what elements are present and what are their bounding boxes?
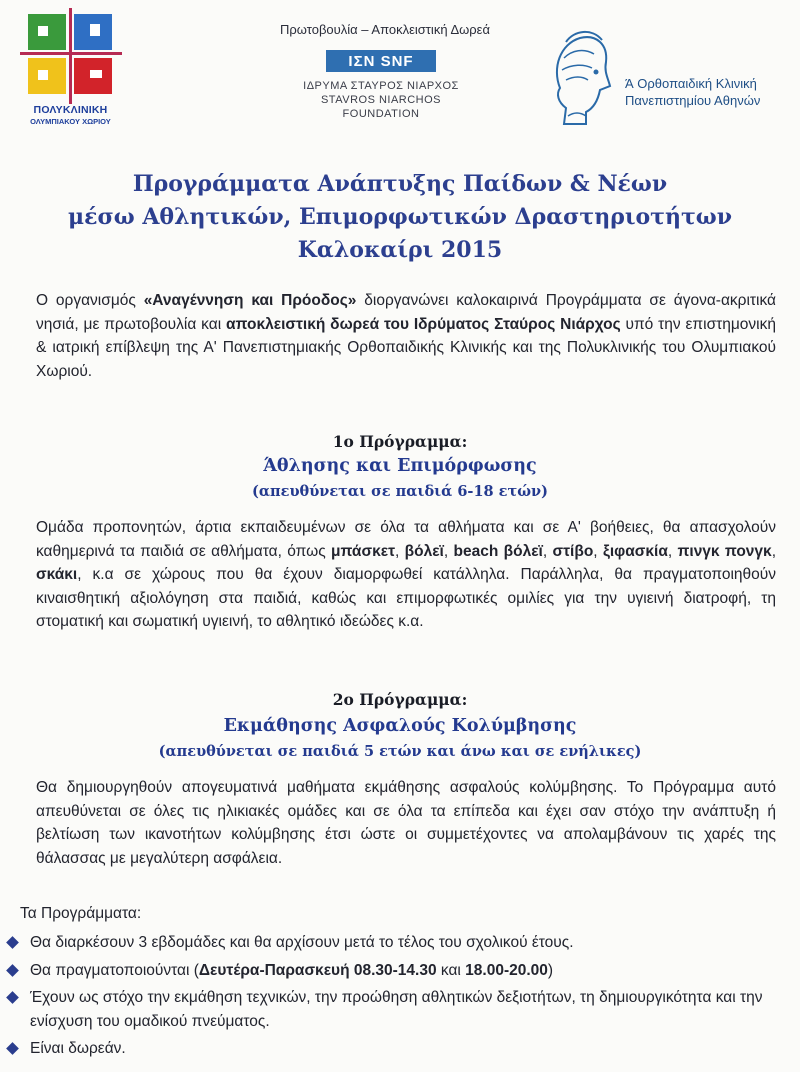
polyclinic-subname: ΟΛΥΜΠΙΑΚΟΥ ΧΩΡΙΟΥ — [30, 117, 111, 126]
sep-3: , — [542, 542, 553, 560]
intro-paragraph — [36, 289, 776, 383]
programs-heading: Τα Προγράμματα: — [20, 905, 142, 922]
sep-1: , — [394, 542, 405, 560]
program2-paragraph: Θα δημιουργηθούν απογευματινά μαθήματα εκμάθησης ασφαλούς κολύμβησης. Το Πρόγραμμα αυτό απευθύνεται σε όλες τις ηλικιακές ομάδες και σε όλα τα επίπεδα και έχει σαν στόχο την ανάπτυξη ή βελτίωση των ικανοτήτων κολύμβησης έτσι ώστε οι συμμετέχοντες να απολαμβάνουν τις χαρές της θάλασσας με μεγαλύτερη ασφάλεια. — [36, 779, 776, 867]
program1-paragraph — [36, 516, 776, 634]
title-line1: Προγράμματα Ανάπτυξης Παίδων & Νέων — [132, 171, 668, 197]
list-item — [6, 959, 786, 983]
program1-text-2: , κ.α σε χώρους που θα έχουν διαμορφωθεί κατάλληλα. Παράλληλα, θα πραγματοποιηθούν κιναισθητική αξιολόγηση στα παιδιά, καθώς και επιμορφωτικές ομιλίες για την υγιεινή διατροφή, τη στοματική και σωματική υγιεινή, το αθλητικό ιδεώδες κ.α. — [36, 566, 776, 630]
bullet-text: και — [436, 961, 466, 979]
bullet-diamond-icon — [6, 936, 19, 949]
intro-text-2: διοργανώνει καλοκαιρινά Προγράμματα σε άγονα-ακριτικά νησιά, με πρωτοβουλία και — [36, 292, 777, 333]
sep-6: , — [771, 542, 777, 560]
intro-text-1: Ο οργανισμός — [36, 292, 144, 309]
schedule-days: Δευτέρα-Παρασκευή 08.30-14.30 — [198, 961, 437, 979]
snf-logo: ΙΣΝ SNF — [326, 50, 436, 72]
clinic-line1: Ά Ορθοπαιδική Κλινική — [625, 76, 757, 91]
snf-line3: FOUNDATION — [342, 108, 420, 120]
sport-chess: σκάκι — [36, 566, 78, 583]
program1-name: Άθλησης και Επιμόρφωσης — [263, 456, 537, 476]
programs-list — [6, 931, 786, 1065]
intro-donation: αποκλειστική δωρεά του Ιδρύματος Σταύρος Νιάρχος — [226, 315, 621, 333]
program1-audience: (απευθύνεται σε παιδιά 6-18 ετών) — [252, 483, 548, 500]
list-item — [6, 986, 786, 1033]
bullet-diamond-icon — [6, 1042, 19, 1055]
program2-audience: (απευθύνεται σε παιδιά 5 ετών και άνω και σε ενήλικες) — [158, 743, 642, 760]
sep-5: , — [667, 542, 678, 560]
bullet-text: Θα διαρκέσουν 3 εβδομάδες και θα αρχίσουν μετά το τέλος του σχολικού έτους. — [30, 934, 574, 951]
bullet-diamond-icon — [6, 964, 19, 977]
sport-ping-pong: πινγκ πονγκ — [677, 542, 772, 560]
sep-4: , — [593, 542, 603, 560]
intro-text-3: υπό την επιστημονική & ιατρική επίβλεψη της Α' Πανεπιστημιακής Ορθοπαιδικής Κλινικής και της Πολυκλινικής του Ολυμπιακού Χωριού. — [36, 315, 776, 380]
polyclinic-name: ΠΟΛΥΚΛΙΝΙΚΗ — [33, 104, 108, 116]
bullet-text: Έχουν ως στόχο την εκμάθηση τεχνικών, την προώθηση αθλητικών δεξιοτήτων, τη δημιουργικότητα και την ενίσχυση του ομαδικού πνεύματος. — [30, 989, 763, 1030]
bullet-text: ) — [547, 961, 554, 979]
clinic-line2: Πανεπιστημίου Αθηνών — [625, 93, 761, 108]
bullet-text: Θα πραγματοποιούνται ( — [30, 961, 199, 979]
sep-2: , — [443, 542, 454, 560]
sport-basketball: μπάσκετ — [331, 542, 395, 560]
page-title — [0, 168, 800, 267]
program2-name: Εκμάθησης Ασφαλούς Κολύμβησης — [223, 716, 577, 736]
sport-volleyball: βόλεϊ — [404, 542, 444, 560]
bullet-diamond-icon — [6, 991, 19, 1004]
list-item — [6, 1037, 786, 1061]
sport-track: στίβο — [552, 542, 594, 560]
snf-initiative: Πρωτοβουλία – Αποκλειστική Δωρεά — [280, 22, 490, 37]
sport-fencing: ξιφασκία — [602, 542, 668, 560]
bullet-text: Είναι δωρεάν. — [30, 1040, 126, 1057]
program2-number: 2ο Πρόγραμμα: — [332, 690, 468, 709]
header — [0, 0, 800, 135]
sport-beach-volleyball: beach βόλεϊ — [453, 542, 543, 560]
athena-head-icon — [546, 28, 616, 128]
polyclinic-logo — [18, 8, 123, 128]
snf-line1: ΙΔΡΥΜΑ ΣΤΑΥΡΟΣ ΝΙΑΡΧΟΣ — [303, 80, 459, 92]
clinic-name — [625, 75, 795, 109]
schedule-evening: 18.00-20.00 — [465, 961, 548, 979]
snf-line2: STAVROS NIARCHOS — [320, 94, 442, 106]
list-item — [6, 931, 786, 955]
program1-text-1: Ομάδα προπονητών, άρτια εκπαιδευμένων σε όλα τα αθλήματα και σε Α' βοήθειες, θα απασχολούν καθημερινά τα παιδιά σε αθλήματα, όπως — [36, 519, 776, 560]
title-line2: μέσω Αθλητικών, Επιμορφωτικών Δραστηριοτήτων — [68, 204, 732, 230]
title-line3: Καλοκαίρι 2015 — [297, 237, 503, 263]
program1-number: 1ο Πρόγραμμα: — [332, 432, 468, 451]
intro-org: «Αναγέννηση και Πρόοδος» — [143, 292, 357, 309]
